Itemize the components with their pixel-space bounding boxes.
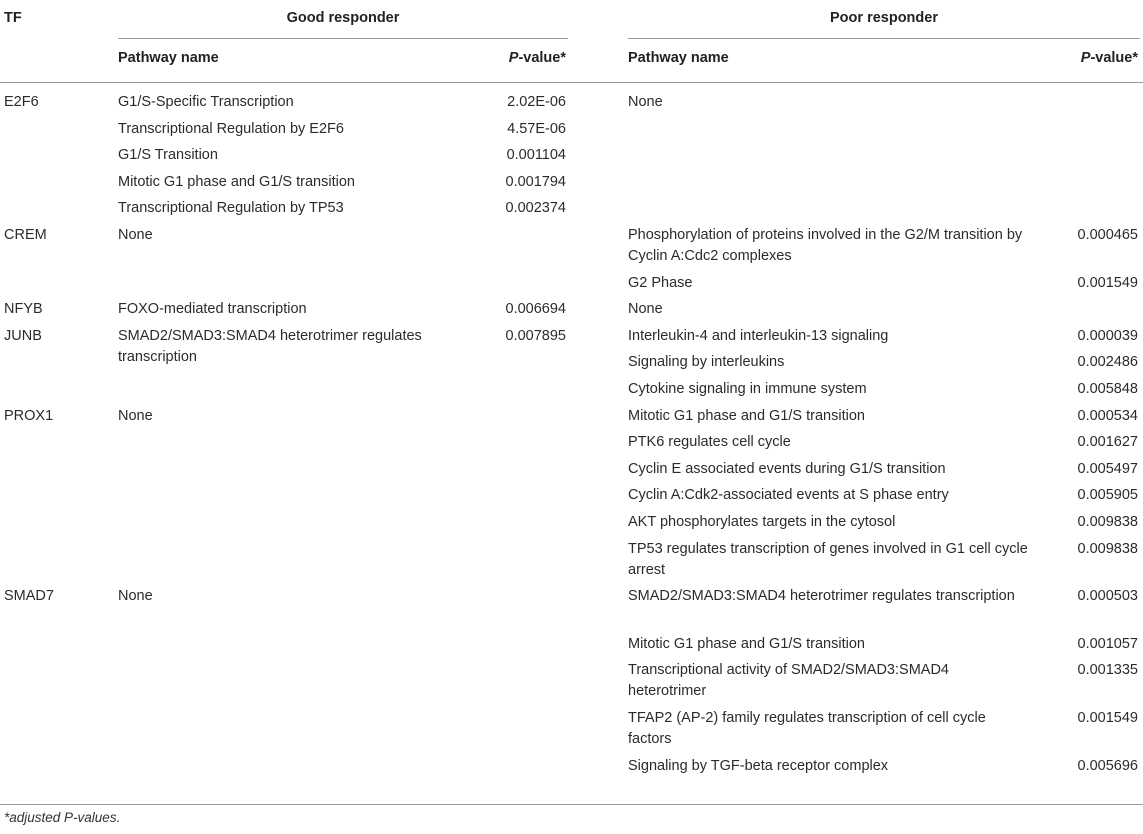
pathway-name-good: G1/S Transition: [118, 147, 218, 164]
pathway-name-poor: TP53 regulates transcription of genes involved in G1 cell cycle arrest: [628, 540, 1028, 578]
pvalue-poor: 0.001627: [1077, 434, 1138, 451]
pathway-name-good: FOXO-mediated transcription: [118, 301, 307, 318]
pathway-name-poor: Mitotic G1 phase and G1/S transition: [628, 635, 865, 652]
pathway-name-poor: None: [628, 301, 663, 318]
pvalue-poor: 0.000503: [1077, 588, 1138, 605]
tf-name: E2F6: [4, 94, 39, 110]
pvalue-poor: 0.000039: [1077, 327, 1138, 344]
header-pvalue-good: [420, 50, 566, 66]
pvalue-poor: 0.002486: [1077, 354, 1138, 371]
header-pathway-good: Pathway name: [118, 50, 219, 66]
pathway-name-poor: Cytokine signaling in immune system: [628, 381, 867, 397]
pvalue-poor: 0.009838: [1077, 540, 1138, 557]
pvalue-poor: 0.001335: [1077, 662, 1138, 679]
pvalue-good: 0.002374: [505, 200, 566, 217]
pathway-name-poor: None: [628, 94, 663, 110]
pvalue-poor: 0.005905: [1077, 487, 1138, 504]
pathway-name-poor: Transcriptional activity of SMAD2/SMAD3:SMAD4 heterotrimer: [628, 662, 949, 700]
pathway-name-poor: SMAD2/SMAD3:SMAD4 heterotrimer regulates transcription: [628, 588, 1015, 605]
header-p-rest: -value*: [1090, 50, 1138, 66]
pathway-name-good: None: [118, 588, 153, 605]
pathway-name-poor: Cyclin A:Cdk2-associated events at S phase entry: [628, 487, 949, 504]
header-good-responder: Good responder: [286, 10, 400, 26]
header-bottom-rule: [0, 82, 1143, 83]
tf-name: PROX1: [4, 407, 54, 424]
pvalue-good: 2.02E-06: [507, 94, 566, 110]
header-p-rest: -value*: [518, 50, 566, 66]
footnote: *adjusted P-values.: [4, 810, 121, 825]
pvalue-good: 0.001794: [505, 173, 566, 190]
pvalue-poor: 0.000465: [1077, 227, 1138, 243]
pvalue-poor: 0.005848: [1077, 381, 1138, 397]
pathway-name-good: SMAD2/SMAD3:SMAD4 heterotrimer regulates transcription: [118, 327, 422, 365]
pathway-name-poor: Mitotic G1 phase and G1/S transition: [628, 407, 865, 424]
pvalue-poor: 0.005497: [1077, 460, 1138, 477]
pvalue-good: 0.007895: [505, 327, 566, 344]
pvalue-poor: 0.001549: [1077, 710, 1138, 726]
pathway-name-poor: PTK6 regulates cell cycle: [628, 434, 791, 451]
pvalue-poor: 0.001057: [1077, 635, 1138, 652]
pathway-name-poor: AKT phosphorylates targets in the cytosol: [628, 514, 896, 530]
table-bottom-rule: [0, 804, 1143, 805]
pvalue-poor: 0.005696: [1077, 757, 1138, 774]
pathway-name-good: Mitotic G1 phase and G1/S transition: [118, 173, 355, 190]
pathway-name-poor: Interleukin-4 and interleukin-13 signaling: [628, 327, 889, 344]
header-p-italic: P: [508, 50, 519, 66]
header-p-italic: P: [1080, 50, 1091, 66]
pvalue-good: 4.57E-06: [507, 120, 566, 137]
pathway-name-poor: Signaling by TGF-beta receptor complex: [628, 757, 889, 774]
pvalue-good: 0.006694: [505, 301, 566, 318]
tf-name: SMAD7: [4, 588, 54, 605]
tf-name: CREM: [4, 227, 47, 243]
pathway-name-good: None: [118, 407, 153, 424]
pathway-name-poor: Phosphorylation of proteins involved in the G2/M transition by Cyclin A:Cdc2 complexes: [628, 227, 1023, 264]
pathway-name-good: Transcriptional Regulation by TP53: [118, 200, 344, 217]
pathway-name-good: Transcriptional Regulation by E2F6: [118, 120, 344, 137]
pvalue-poor: 0.001549: [1077, 274, 1138, 291]
pathway-name-poor: Cyclin E associated events during G1/S transition: [628, 460, 946, 477]
header-rule-poor: [628, 38, 1140, 39]
pathway-name-good: None: [118, 227, 153, 243]
pathway-name-good: G1/S-Specific Transcription: [118, 94, 294, 110]
pathway-name-poor: G2 Phase: [628, 274, 693, 291]
header-pvalue-poor: [990, 50, 1138, 66]
pathway-name-poor: TFAP2 (AP-2) family regulates transcription of cell cycle factors: [628, 710, 986, 747]
pvalue-poor: 0.009838: [1077, 514, 1138, 530]
pathway-name-poor: Signaling by interleukins: [628, 354, 785, 371]
pvalue-poor: 0.000534: [1077, 407, 1138, 424]
header-poor-responder: Poor responder: [830, 10, 938, 26]
header-tf: TF: [4, 10, 22, 26]
pvalue-good: 0.001104: [506, 147, 566, 164]
header-pathway-poor: Pathway name: [628, 50, 729, 66]
tf-name: JUNB: [4, 327, 42, 344]
tf-name: NFYB: [4, 301, 43, 318]
header-rule-good: [118, 38, 568, 39]
